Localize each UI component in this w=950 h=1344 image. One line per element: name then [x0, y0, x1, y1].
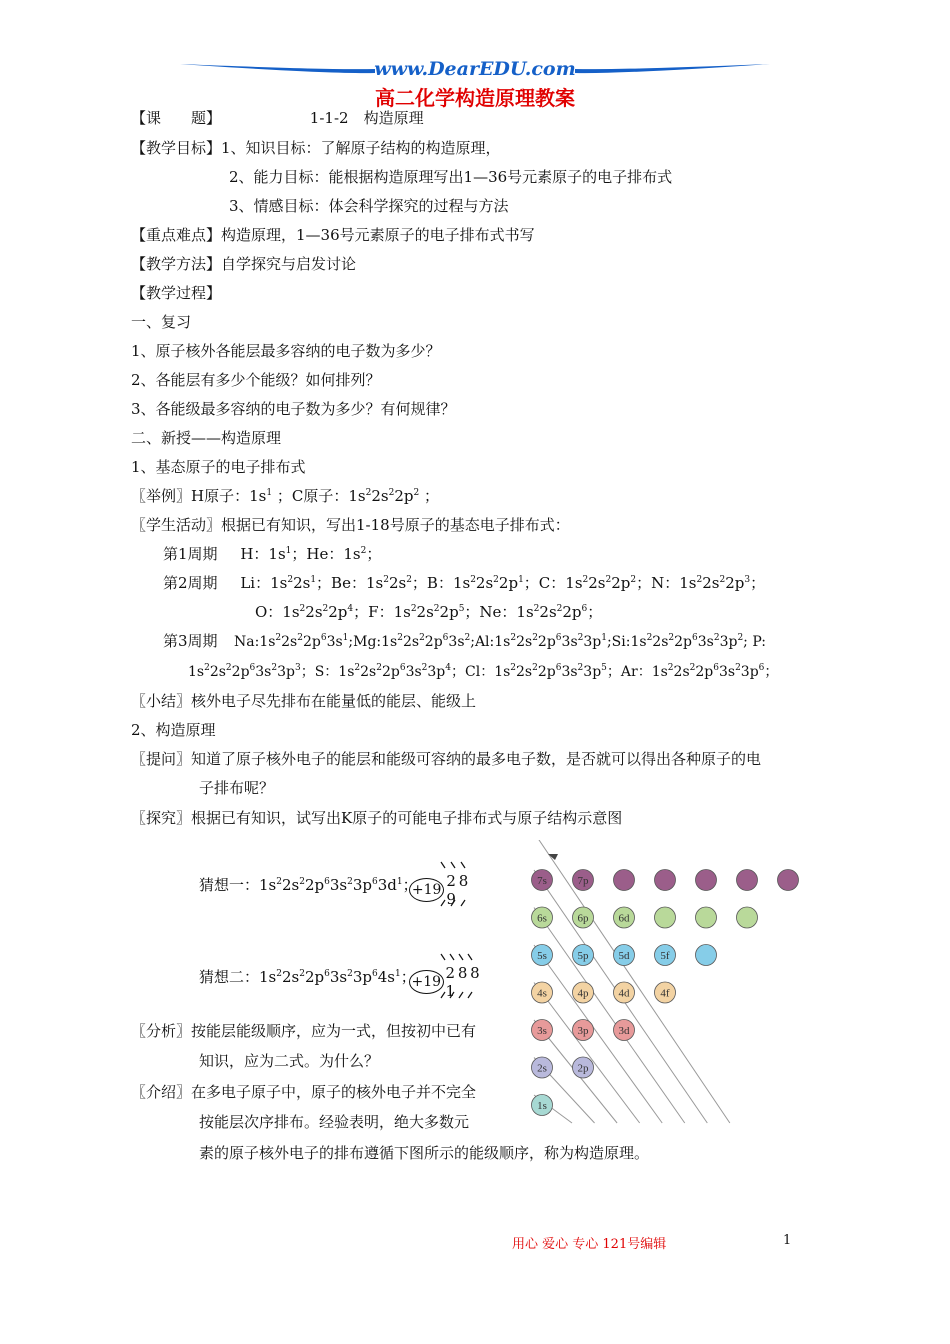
footer-slogan: 用心 爱心 专心 121号编辑: [512, 1237, 667, 1252]
question-text-1: 知道了原子核外电子的能层和能级可容纳的最多电子数，是否就可以得出各种原子的电: [191, 750, 762, 768]
orbital-label: 7p: [577, 875, 589, 887]
orbital-label: 4f: [660, 987, 670, 1000]
shells-2: 2 8 8 1: [445, 964, 479, 1000]
orbital-circle: [655, 907, 676, 928]
example-c-label: C原子：: [291, 487, 349, 505]
example-row: [131, 486, 439, 506]
period-3-configs-a: $Na:1s^22s^22p^63s^1;Mg:1s^22s^22p^63s^2;Al:1s^22s^22p^63s^23p^1;Si:1s^22s^22p^63s^23p^2$; P:: [234, 633, 766, 650]
new-lesson-heading: 二、新授——构造原理: [131, 429, 282, 447]
activity-label: 〖学生活动〗: [131, 516, 222, 534]
orbital-label: 3s: [537, 1025, 547, 1037]
atom-diagram-1: [409, 858, 479, 916]
goal-3: 3、情感目标：体会科学探究的过程与方法: [229, 197, 509, 215]
subsection-2: 2、构造原理: [131, 721, 216, 739]
method-row: [131, 254, 356, 274]
explore-text: 根据已有知识，试写出K原子的可能电子排布式与原子结构示意图: [191, 809, 623, 827]
review-heading: 一、复习: [131, 313, 192, 331]
goal-2: 2、能力目标：能根据构造原理写出1—36号元素原子的电子排布式: [229, 168, 673, 186]
nucleus-2: +19: [409, 970, 444, 994]
period-2-configs-a: Li：$1s^22s^1$；Be：$1s^22s^2$；B：$1s^22s^22p^1$；C：$1s^22s^22p^2$；N：$1s^22s^22p^3$；: [240, 574, 766, 592]
aufbau-diagonal: [534, 908, 685, 1124]
orbital-label: 5f: [660, 950, 670, 962]
orbital-label: 5p: [577, 950, 589, 962]
guess-1-config: $1s^22s^22p^63s^23p^63d^1$；: [259, 876, 418, 894]
period-3-row: [163, 631, 766, 652]
orbital-circle: [737, 870, 758, 891]
summary-row: [131, 691, 476, 711]
review-question-1: 1、原子核外各能层最多容纳的电子数为多少？: [131, 342, 441, 360]
summary-text: 核外电子尽先排布在能量低的能层、能级上: [191, 692, 477, 710]
guess-2-config: $1s^22s^22p^63s^23p^64s^1$；: [259, 968, 416, 986]
review-question-2: 2、各能层有多少个能级？如何排列？: [131, 371, 381, 389]
intro-text-1: 在多电子原子中，原子的核外电子并不完全: [191, 1083, 477, 1101]
guess-1-row: [199, 875, 418, 895]
period-2-configs-b: O：$1s^22s^22p^4$；F：$1s^22s^22p^5$；Ne：$1s^22s^22p^6$；: [255, 603, 603, 621]
aufbau-diagram: [510, 840, 810, 1130]
goal-1: 1、知识目标：了解原子结构的构造原理，: [221, 139, 501, 157]
period-1-label: 第1周期: [163, 545, 218, 563]
explore-row: [131, 808, 622, 828]
review-question-3: 3、各能级最多容纳的电子数为多少？有何规律？: [131, 400, 456, 418]
example-c-config: $1s^22s^22p^2$ ；: [348, 487, 439, 505]
summary-label: 〖小结〗: [131, 692, 192, 710]
page-number: 1: [783, 1233, 792, 1248]
orbital-circle: [696, 870, 717, 891]
method-value: 自学探究与启发讨论: [221, 255, 357, 273]
question-row: [131, 749, 761, 769]
intro-text-3: 素的原子核外电子的排布遵循下图所示的能级顺序，称为构造原理。: [199, 1144, 650, 1162]
orbital-label: 4d: [618, 987, 630, 1000]
period-1-row: [163, 544, 381, 564]
analysis-text-2: 知识，应为二式。为什么？: [199, 1052, 380, 1070]
example-h-label: H原子：: [191, 487, 250, 505]
intro-label: 〖介绍〗: [131, 1083, 192, 1101]
shells-1: 2 8 9: [446, 872, 468, 908]
orbital-circle: [614, 870, 635, 891]
guess-2-row: [199, 967, 416, 987]
orbital-circle: [655, 870, 676, 891]
topic-label: 【课 题】: [131, 109, 222, 127]
orbital-label: 5s: [537, 950, 547, 962]
process-label: 【教学过程】: [131, 284, 222, 302]
orbital-circle: [737, 907, 758, 928]
analysis-label: 〖分析〗: [131, 1022, 192, 1040]
header-url[interactable]: www.DearEDU.com: [374, 58, 576, 80]
example-h-config: $1s^1$ ；: [249, 487, 292, 505]
difficulty-label: 【重点难点】: [131, 226, 222, 244]
orbital-label: 5d: [618, 950, 630, 962]
aufbau-arrow-icon: [548, 854, 558, 860]
orbital-label: 2p: [577, 1062, 589, 1075]
analysis-text-1: 按能层能级顺序，应为一式，但按初中已有: [191, 1022, 477, 1040]
question-text-2: 子排布呢？: [199, 779, 275, 797]
question-label: 〖提问〗: [131, 750, 192, 768]
aufbau-diagonal: [534, 945, 662, 1123]
explore-label: 〖探究〗: [131, 809, 192, 827]
orbital-circle: [778, 870, 799, 891]
guess-2-label: 猜想二：: [199, 968, 260, 986]
guess-1-label: 猜想一：: [199, 876, 260, 894]
period-3-configs-b: $1s^22s^22p^63s^23p^3$；S：$1s^22s^22p^63s^23p^4$；Cl：$1s^22s^22p^63s^23p^5$；Ar：$1s^22s^22p^63s^23p^6$；: [188, 663, 779, 680]
orbital-circle: [696, 945, 717, 966]
period-2-label: 第2周期: [163, 574, 218, 592]
intro-row: [131, 1082, 476, 1102]
method-label: 【教学方法】: [131, 255, 222, 273]
intro-text-2: 按能层次序排布。经验表明，绝大多数元: [199, 1113, 470, 1131]
orbital-label: 4p: [577, 987, 589, 1000]
orbital-label: 1s: [537, 1100, 547, 1112]
orbital-label: 6d: [618, 912, 630, 925]
example-label: 〖举例〗: [131, 487, 192, 505]
orbital-circle: [696, 907, 717, 928]
topic-value: 1-1-2 构造原理: [309, 109, 424, 127]
subsection-1: 1、基态原子的电子排布式: [131, 458, 306, 476]
orbital-label: 2s: [537, 1062, 547, 1075]
period-1-configs: H：$1s^1$；He：$1s^2$；: [240, 545, 382, 563]
activity-row: [131, 515, 570, 535]
orbital-label: 6p: [577, 912, 589, 925]
period-3-label: 第3周期: [163, 632, 218, 650]
nucleus-1: +19: [409, 878, 444, 902]
difficulty-row: [131, 225, 535, 245]
orbital-label: 3p: [577, 1025, 589, 1037]
goals-label: 【教学目标】: [131, 139, 222, 157]
orbital-label: 3d: [618, 1025, 630, 1037]
analysis-row: [131, 1021, 476, 1041]
topic-row: [131, 108, 424, 128]
orbital-label: 7s: [537, 875, 547, 887]
orbital-label: 4s: [537, 987, 547, 1000]
page-title: 高二化学构造原理教案: [375, 86, 575, 110]
activity-text: 根据已有知识，写出1-18号原子的基态电子排布式：: [221, 516, 570, 534]
period-2-row: [163, 573, 765, 593]
atom-diagram-2: [409, 950, 489, 1008]
difficulty-value: 构造原理，1—36号元素原子的电子排布式书写: [221, 226, 535, 244]
orbital-label: 6s: [537, 912, 547, 925]
goals-row: [131, 138, 501, 158]
